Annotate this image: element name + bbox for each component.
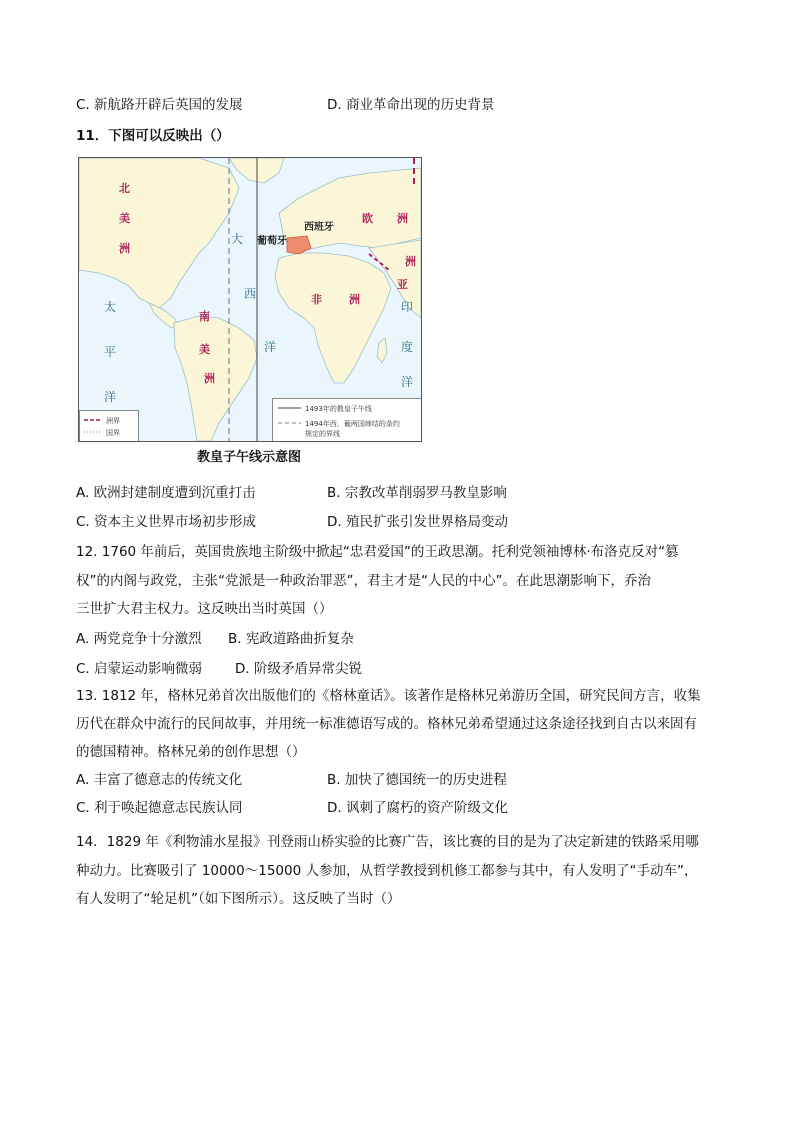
q14-stem-line-2: 种动力。比赛吸引了 10000～15000 人参加，从哲学教授到机修工都参与其中，有人发明了“手动车”， [76, 863, 698, 879]
label-asia-1: 亚 [397, 278, 408, 291]
q13-option-c: C. 利于唤起德意志民族认同 [76, 800, 243, 816]
label-africa-1: 非 [311, 293, 322, 306]
legend-1493-line: 1493年的教皇子午线 [305, 405, 372, 413]
q10-option-d: D. 商业革命出现的历史背景 [327, 97, 495, 113]
label-atlantic-1: 大 [231, 232, 244, 246]
label-north-america-3: 洲 [119, 242, 130, 255]
q12-stem-line-3: 三世扩大君主权力。这反映出当时英国（） [76, 601, 333, 617]
label-indian-3: 洋 [401, 375, 414, 389]
label-atlantic-2: 西 [244, 287, 257, 301]
q13-option-d: D. 讽刺了腐朽的资产阶级文化 [327, 800, 508, 816]
q13-option-a: A. 丰富了德意志的传统文化 [76, 772, 243, 788]
q12-option-c: C. 启蒙运动影响微弱 [76, 661, 203, 677]
q12-stem-line-1: 12. 1760 年前后，英国贵族地主阶级中掀起“忠君爱国”的王政思潮。托利党领袖博林·布洛克反对“篡 [76, 544, 679, 560]
label-europe-1: 欧 [362, 212, 373, 225]
q11-option-d: D. 殖民扩张引发世界格局变动 [327, 514, 508, 530]
legend-1494-line-b: 规定的界线 [305, 430, 340, 438]
q13-stem-line-3: 的德国精神。格林兄弟的创作思想（） [76, 744, 306, 760]
label-indian-1: 印 [401, 300, 414, 314]
legend-national-border: 国界 [106, 429, 120, 437]
legend-1494-line-a: 1494年西、葡两国缔结的条约 [305, 420, 400, 428]
legend-continent-border: 洲界 [106, 417, 120, 425]
label-portugal: 葡萄牙 [257, 236, 287, 247]
q13-stem-line-2: 历代在群众中流行的民间故事，并用统一标准德语写成的。格林兄弟希望通过这条途径找到自古以来固有 [76, 716, 697, 732]
q11-option-c: C. 资本主义世界市场初步形成 [76, 514, 257, 530]
label-europe-2: 洲 [397, 212, 408, 225]
label-indian-2: 度 [401, 340, 414, 354]
q11-stem: 11．下图可以反映出（） [76, 128, 230, 144]
label-south-america-1: 南 [199, 310, 210, 323]
q10-option-c: C. 新航路开辟后英国的发展 [76, 97, 243, 113]
q13-stem-line-1: 13. 1812 年，格林兄弟首次出版他们的《格林童话》。该著作是格林兄弟游历全国，研究民间方言，收集 [76, 688, 701, 704]
q14-stem-line-1: 14．1829 年《利物浦水星报》刊登雨山桥实验的比赛广告，该比赛的目的是为了决定新建的铁路采用哪 [76, 834, 699, 850]
label-north-america-2: 美 [119, 212, 130, 225]
q14-stem-line-3: 有人发明了“轮足机”（如下图所示）。这反映了当时（） [76, 891, 401, 907]
papal-meridian-map [78, 157, 422, 442]
label-north-america-1: 北 [119, 182, 130, 195]
map-caption: 教皇子午线示意图 [197, 450, 302, 465]
q12-option-a: A. 两党竞争十分激烈 [76, 631, 202, 647]
label-asia-2: 洲 [405, 255, 416, 268]
label-africa-2: 洲 [349, 293, 360, 306]
q12-stem-line-2: 权”的内阁与政党，主张“党派是一种政治罪恶”，君主才是“人民的中心”。在此思潮影响下，乔治 [76, 573, 651, 589]
label-pacific-1: 太 [104, 300, 117, 314]
label-south-america-2: 美 [199, 343, 210, 356]
q12-option-b: B. 宪政道路曲折复杂 [228, 631, 354, 647]
legend-borders [79, 410, 139, 442]
label-pacific-3: 洋 [104, 390, 117, 404]
label-atlantic-3: 洋 [264, 340, 277, 354]
q12-option-d: D. 阶级矛盾异常尖锐 [235, 661, 362, 677]
label-spain: 西班牙 [304, 222, 334, 233]
q11-option-b: B. 宗教改革削弱罗马教皇影响 [327, 485, 507, 501]
q11-option-a: A. 欧洲封建制度遭到沉重打击 [76, 485, 256, 501]
q13-option-b: B. 加快了德国统一的历史进程 [327, 772, 507, 788]
legend-lines [272, 398, 422, 442]
label-pacific-2: 平 [104, 345, 117, 359]
label-south-america-3: 洲 [204, 372, 215, 385]
